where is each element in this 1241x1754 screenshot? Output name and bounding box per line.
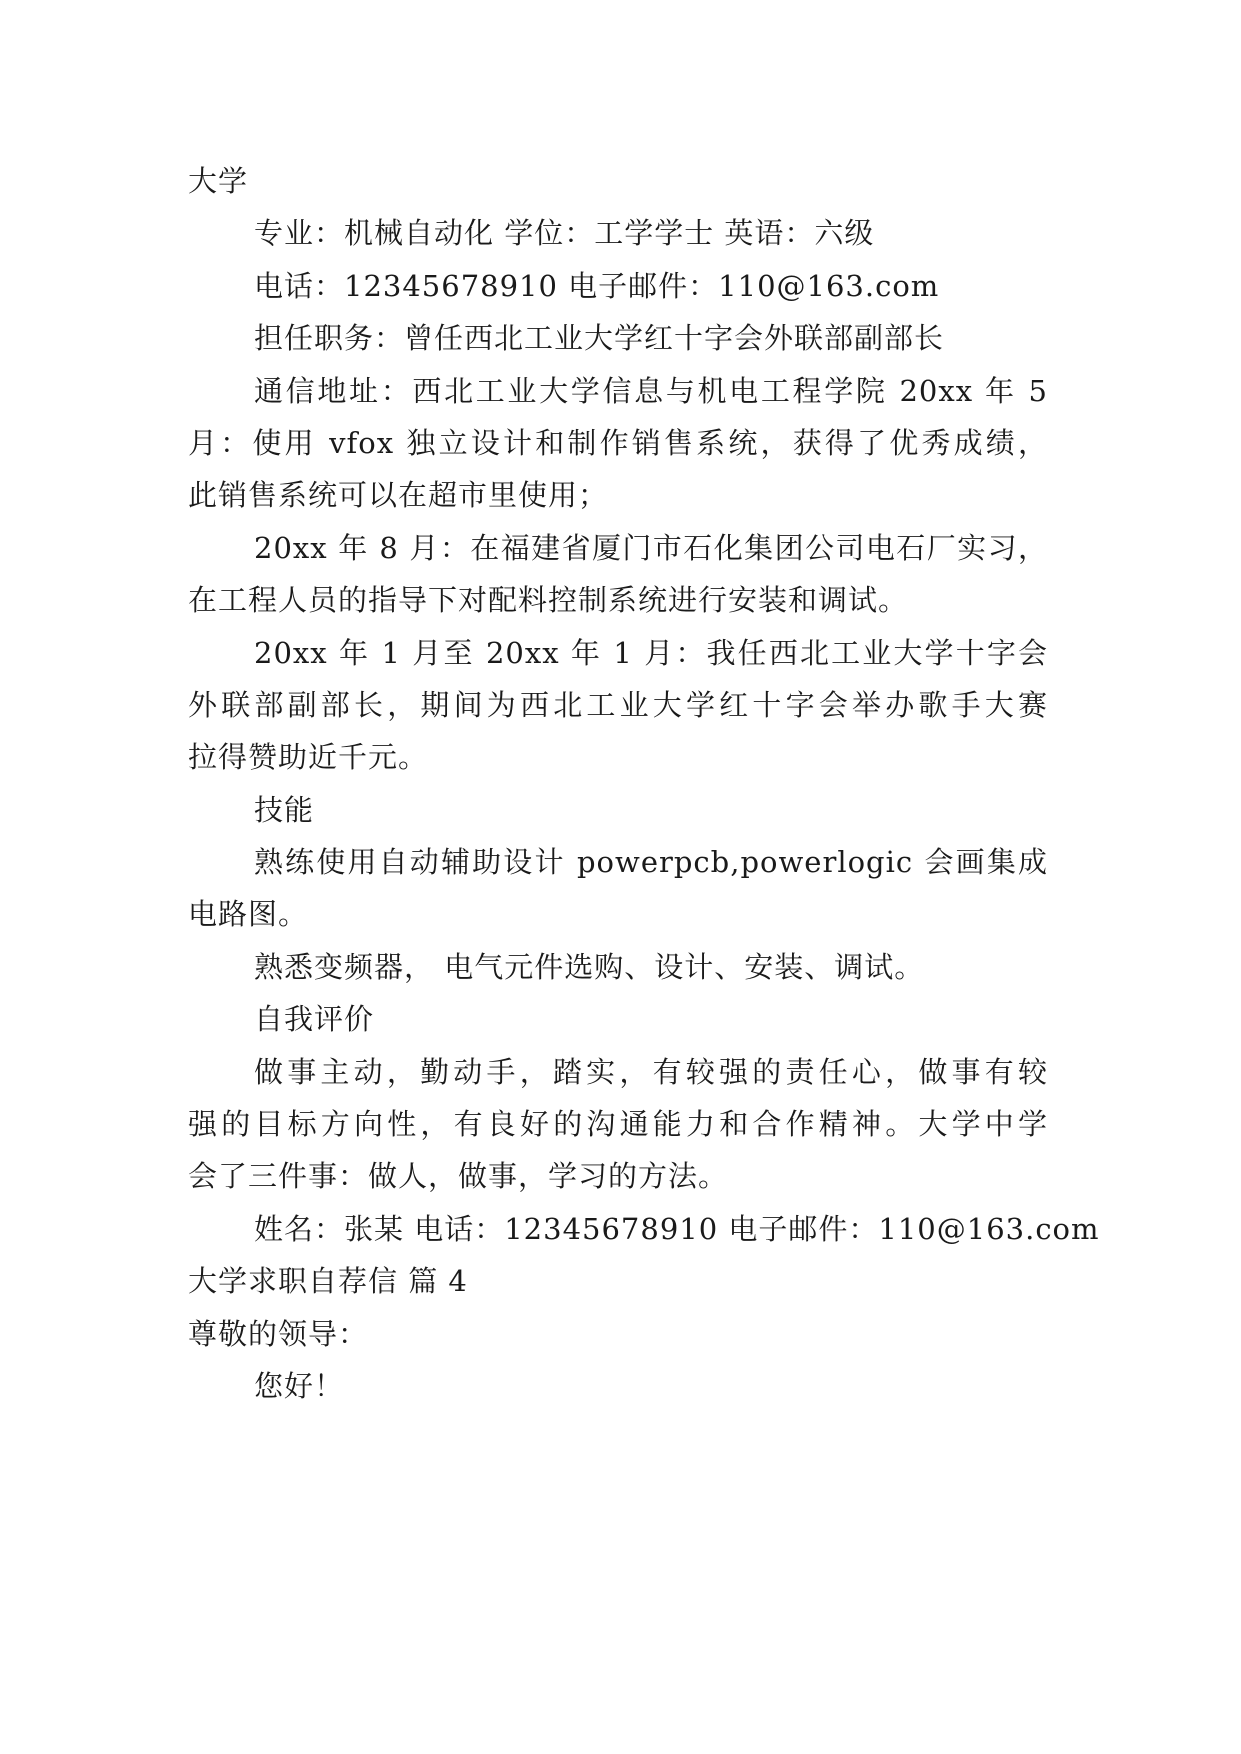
position-line: 担任职务：曾任西北工业大学红十字会外联部副部长	[254, 321, 945, 356]
document-body	[188, 155, 1100, 1412]
text-line: 此销售系统可以在超市里使用；	[188, 478, 609, 513]
contact-line: 电话：12345678910 电子邮件：110@163.com	[254, 268, 940, 303]
section-title: 大学求职自荐信 篇 4	[188, 1264, 468, 1299]
text-line: 会了三件事：做人，做事，学习的方法。	[188, 1159, 729, 1194]
text-line: 在工程人员的指导下对配料控制系统进行安装和调试。	[188, 583, 909, 618]
text-line: 强的目标方向性，有良好的沟通能力和合作精神。大学中学	[188, 1107, 1048, 1142]
greeting: 您好！	[254, 1368, 345, 1403]
text-line: 拉得赞助近千元。	[188, 740, 429, 775]
self-evaluation-line: 做事主动，勤动手，踏实，有较强的责任心，做事有较	[254, 1054, 1048, 1089]
major-degree-line: 专业：机械自动化 学位：工学学士 英语：六级	[254, 216, 875, 251]
text-line: 外联部副部长，期间为西北工业大学红十字会举办歌手大赛	[188, 687, 1048, 722]
address-line: 通信地址：西北工业大学信息与机电工程学院 20xx 年 5	[254, 373, 1048, 408]
skills-line: 熟练使用自动辅助设计 powerpcb,powerlogic 会画集成	[254, 845, 1048, 880]
text-line: 月：使用 vfox 独立设计和制作销售系统，获得了优秀成绩，	[188, 425, 1048, 460]
skills-line: 熟悉变频器， 电气元件选购、设计、安装、调试。	[254, 949, 925, 984]
text-line: 大学	[188, 164, 249, 198]
experience-line: 20xx 年 1 月至 20xx 年 1 月：我任西北工业大学十字会	[254, 635, 1048, 670]
salutation: 尊敬的领导：	[188, 1316, 369, 1351]
experience-line: 20xx 年 8 月：在福建省厦门市石化集团公司电石厂实习，	[254, 530, 1048, 565]
text-line: 电路图。	[188, 897, 309, 932]
section-heading-skills: 技能	[254, 792, 315, 827]
name-contact-line: 姓名：张某 电话：12345678910 电子邮件：110@163.com	[254, 1211, 1100, 1246]
section-heading-self-evaluation: 自我评价	[254, 1002, 375, 1037]
